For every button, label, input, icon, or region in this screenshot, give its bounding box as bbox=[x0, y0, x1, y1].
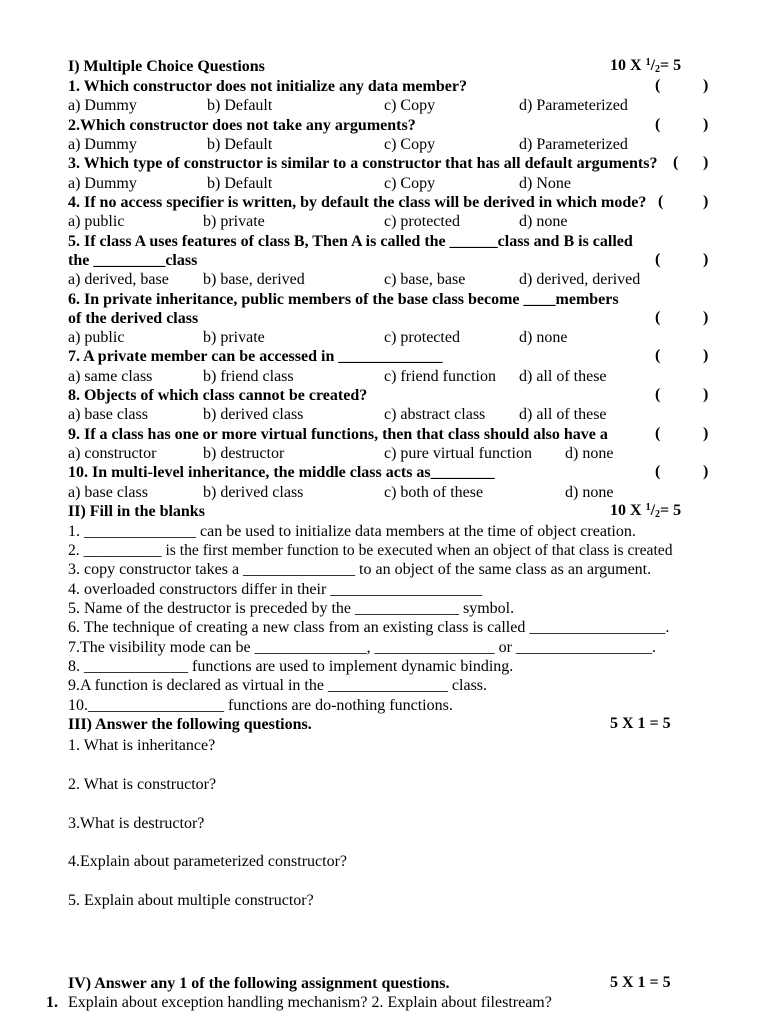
question-item-2: 2. What is constructor? bbox=[68, 776, 217, 793]
option-d: d) Parameterized bbox=[519, 97, 628, 114]
option-b: b) private bbox=[203, 329, 265, 346]
option-a: a) constructor bbox=[68, 445, 157, 462]
option-d: d) all of these bbox=[519, 368, 607, 385]
section-3-heading: III) Answer the following questions. bbox=[68, 716, 312, 733]
section-4-heading: IV) Answer any 1 of the following assignment questions. bbox=[68, 975, 450, 992]
option-b: b) friend class bbox=[203, 368, 294, 385]
question-item-5: 5. Explain about multiple constructor? bbox=[68, 892, 314, 909]
option-c: c) pure virtual function bbox=[384, 445, 532, 462]
answer-box-8: ( ) bbox=[655, 386, 709, 403]
blank-item-9: 9.A function is declared as virtual in the _______________ class. bbox=[68, 677, 488, 694]
blank-item-10: 10._________________ functions are do-nothing functions. bbox=[68, 697, 453, 714]
option-b: b) Default bbox=[207, 97, 273, 114]
question-8: 8. Objects of which class cannot be created? bbox=[68, 387, 368, 404]
option-a: a) Dummy bbox=[68, 175, 137, 192]
blank-item-3: 3. copy constructor takes a ______________ to an object of the same class as an argument. bbox=[68, 561, 652, 578]
blank-item-1: 1. ______________ can be used to initialize data members at the time of object creation. bbox=[68, 523, 636, 540]
option-b: b) destructor bbox=[203, 445, 285, 462]
option-c: c) abstract class bbox=[384, 406, 486, 423]
question-item-1: 1. What is inheritance? bbox=[68, 737, 216, 754]
option-b: b) derived class bbox=[203, 484, 304, 501]
question-6-cont: of the derived class bbox=[68, 310, 199, 327]
section-2-marks: 10 X $^1/_2= 5$ bbox=[610, 502, 682, 520]
section-4-marks: 5 X 1 = 5 bbox=[610, 974, 671, 991]
blank-item-4: 4. overloaded constructors differ in their ___________________ bbox=[68, 581, 483, 598]
option-a: a) Dummy bbox=[68, 97, 137, 114]
option-d: d) none bbox=[565, 445, 614, 462]
option-a: a) same class bbox=[68, 368, 153, 385]
option-d: d) none bbox=[519, 329, 568, 346]
option-a: a) public bbox=[68, 329, 125, 346]
question-4: 4. If no access specifier is written, by default the class will be derived in which mode? bbox=[68, 194, 647, 211]
option-b: b) base, derived bbox=[203, 271, 305, 288]
option-b: b) private bbox=[203, 213, 265, 230]
blank-item-2: 2. __________ is the first member function to be executed when an object of that class is created bbox=[68, 542, 673, 559]
question-10: 10. In multi-level inheritance, the middle class acts as________ bbox=[68, 464, 495, 481]
option-c: c) protected bbox=[384, 213, 460, 230]
option-c: c) protected bbox=[384, 329, 460, 346]
option-d: d) all of these bbox=[519, 406, 607, 423]
answer-box-7: ( ) bbox=[655, 347, 709, 364]
section-1-marks: 10 X $^1/_2= 5$ bbox=[610, 57, 682, 75]
answer-box-10: ( ) bbox=[655, 463, 709, 480]
question-7: 7. A private member can be accessed in _____________ bbox=[68, 348, 443, 365]
answer-box-1: ( ) bbox=[655, 77, 709, 94]
question-item-3: 3.What is destructor? bbox=[68, 815, 205, 832]
option-c: c) Copy bbox=[384, 136, 436, 153]
assignment-item: Explain about exception handling mechanism? 2. Explain about filestream? bbox=[68, 994, 552, 1011]
option-b: b) derived class bbox=[203, 406, 304, 423]
option-c: c) Copy bbox=[384, 175, 436, 192]
blank-item-6: 6. The technique of creating a new class from an existing class is called _________________. bbox=[68, 619, 670, 636]
option-c: c) friend function bbox=[384, 368, 496, 385]
option-a: a) base class bbox=[68, 406, 148, 423]
blank-item-8: 8. _____________ functions are used to implement dynamic binding. bbox=[68, 658, 514, 675]
section-1-heading: I) Multiple Choice Questions bbox=[68, 58, 265, 75]
section-3-marks: 5 X 1 = 5 bbox=[610, 715, 671, 732]
blank-item-7: 7.The visibility mode can be ______________, _______________ or _________________. bbox=[68, 639, 656, 656]
answer-box-4: ( ) bbox=[658, 193, 709, 210]
option-a: a) base class bbox=[68, 484, 148, 501]
option-a: a) derived, base bbox=[68, 271, 169, 288]
option-d: d) None bbox=[519, 175, 571, 192]
assignment-number: 1. bbox=[46, 994, 58, 1011]
section-2-heading: II) Fill in the blanks bbox=[68, 503, 205, 520]
option-d: d) Parameterized bbox=[519, 136, 628, 153]
question-6: 6. In private inheritance, public members of the base class become ____members bbox=[68, 291, 619, 308]
option-d: d) none bbox=[519, 213, 568, 230]
question-3: 3. Which type of constructor is similar to a constructor that has all default arguments? bbox=[68, 155, 658, 172]
option-a: a) Dummy bbox=[68, 136, 137, 153]
question-5: 5. If class A uses features of class B, Then A is called the ______class and B is called bbox=[68, 233, 633, 250]
answer-box-6: ( ) bbox=[655, 309, 709, 326]
option-b: b) Default bbox=[207, 175, 273, 192]
answer-box-3: ( ) bbox=[673, 154, 709, 171]
option-b: b) Default bbox=[207, 136, 273, 153]
option-a: a) public bbox=[68, 213, 125, 230]
question-5-cont: the _________class bbox=[68, 252, 198, 269]
option-d: d) derived, derived bbox=[519, 271, 641, 288]
blank-item-5: 5. Name of the destructor is preceded by the _____________ symbol. bbox=[68, 600, 515, 617]
option-c: c) Copy bbox=[384, 97, 436, 114]
answer-box-2: ( ) bbox=[655, 116, 709, 133]
answer-box-5: ( ) bbox=[655, 251, 709, 268]
option-d: d) none bbox=[565, 484, 614, 501]
question-item-4: 4.Explain about parameterized constructor? bbox=[68, 853, 347, 870]
question-9: 9. If a class has one or more virtual functions, then that class should also have a bbox=[68, 426, 608, 443]
option-c: c) both of these bbox=[384, 484, 484, 501]
question-2: 2.Which constructor does not take any arguments? bbox=[68, 117, 416, 134]
answer-box-9: ( ) bbox=[655, 425, 709, 442]
option-c: c) base, base bbox=[384, 271, 466, 288]
question-1: 1. Which constructor does not initialize any data member? bbox=[68, 78, 467, 95]
